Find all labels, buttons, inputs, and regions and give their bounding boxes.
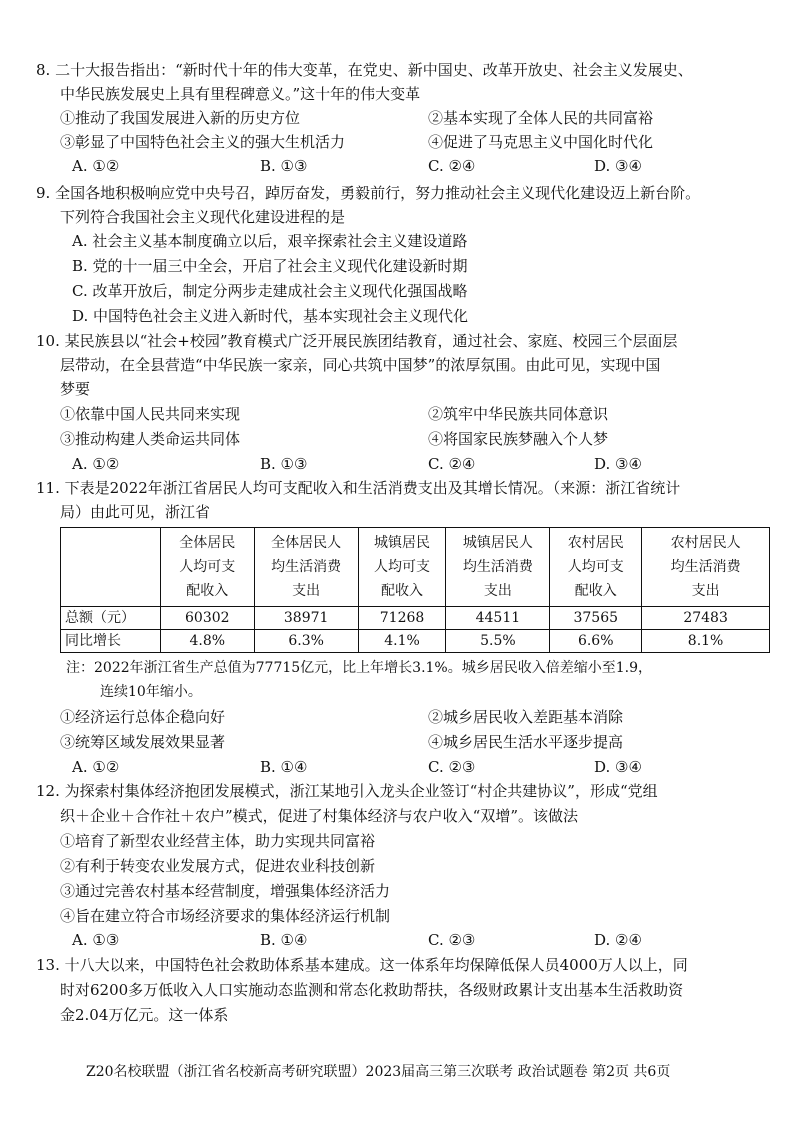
q8-choice-c: C. ②④: [428, 157, 476, 175]
q11-choice-b: B. ①④: [260, 758, 308, 776]
q8-option-2: ②基本实现了全体人民的共同富裕: [428, 109, 654, 127]
header-line: 配收入: [574, 583, 617, 599]
q10-stem-line1: 10. 某民族县以“社会+校园”教育模式广泛开展民族团结教育，通过社会、家庭、校园三个层面层: [36, 332, 678, 350]
header-line: 配收入: [381, 583, 424, 599]
header-line: 人均可支: [179, 559, 236, 575]
table-cell: 6.6%: [550, 630, 642, 653]
q12-choice-a: A. ①③: [72, 931, 120, 949]
q8-option-3: ③彰显了中国特色社会主义的强大生机活力: [60, 133, 346, 151]
q8-option-4: ④促进了马克思主义中国化时代化: [428, 133, 654, 151]
q10-stem-line2: 层带动，在全县营造“中华民族一家亲，同心共筑中国梦”的浓厚氛围。由此可见，实现中国: [60, 356, 661, 374]
table-header-cell: [446, 528, 550, 607]
table-cell: 37565: [550, 607, 642, 630]
q13-stem-line2: 时对6200多万低收入人口实施动态监测和常态化救助帮扶，各级财政累计支出基本生活救助资: [60, 981, 684, 999]
q11-option-3: ③统筹区域发展效果显著: [60, 733, 226, 751]
header-line: 农村居民人: [670, 535, 741, 551]
q11-note-line2: 连续10年缩小。: [100, 684, 202, 700]
q12-option-1: ①培育了新型农业经营主体，助力实现共同富裕: [60, 832, 376, 850]
header-line: 配收入: [186, 583, 229, 599]
table-cell: 60302: [160, 607, 254, 630]
q10-option-4: ④将国家民族梦融入个人梦: [428, 430, 609, 448]
q9-choice-b: B. 党的十一届三中全会，开启了社会主义现代化建设新时期: [72, 257, 468, 275]
q10-option-1: ①依靠中国人民共同来实现: [60, 405, 241, 423]
header-line: 全体居民: [179, 535, 236, 551]
table-cell: 44511: [446, 607, 550, 630]
q12-option-2: ②有利于转变农业发展方式，促进农业科技创新: [60, 857, 376, 875]
q10-choice-c: C. ②④: [428, 455, 476, 473]
header-line: 均生活消费: [271, 559, 342, 575]
table-cell: 38971: [254, 607, 358, 630]
q8-stem-line1: 8. 二十大报告指出：“新时代十年的伟大变革，在党史、新中国史、改革开放史、社会主义发展史、: [36, 61, 693, 79]
header-line: 城镇居民: [374, 535, 431, 551]
table-header-cell: [550, 528, 642, 607]
q10-choice-b: B. ①③: [260, 455, 308, 473]
q11-choice-d: D. ③④: [594, 758, 642, 776]
table-row-growth: [61, 630, 770, 653]
q8-option-1: ①推动了我国发展进入新的历史方位: [60, 109, 301, 127]
q12-stem-line2: 织＋企业＋合作社＋农户”模式，促进了村集体经济与农户收入“双增”。该做法: [60, 807, 579, 825]
header-line: 均生活消费: [670, 559, 741, 575]
header-line: 全体居民人: [271, 535, 342, 551]
q9-choice-a: A. 社会主义基本制度确立以后，艰辛探索社会主义建设道路: [72, 232, 468, 250]
q11-choice-c: C. ②③: [428, 758, 476, 776]
table-header-cell: [160, 528, 254, 607]
table-cell: 6.3%: [254, 630, 358, 653]
q8-choice-a: A. ①②: [72, 157, 120, 175]
table-cell: 4.8%: [160, 630, 254, 653]
q12-choice-d: D. ②④: [594, 931, 642, 949]
row-label: 总额（元）: [61, 607, 161, 630]
q9-choice-d: D. 中国特色社会主义进入新时代，基本实现社会主义现代化: [72, 307, 469, 325]
q8-choice-d: D. ③④: [594, 157, 642, 175]
q10-choice-d: D. ③④: [594, 455, 642, 473]
q11-option-4: ④城乡居民生活水平逐步提高: [428, 733, 624, 751]
table-cell: 27483: [642, 607, 770, 630]
q11-note-line1: 注：2022年浙江省生产总值为77715亿元，比上年增长3.1%。城乡居民收入倍差缩小至1.9，: [66, 660, 652, 676]
table-cell: 71268: [358, 607, 446, 630]
header-line: 支出: [292, 583, 321, 599]
header-line: 均生活消费: [462, 559, 533, 575]
row-label: 同比增长: [61, 630, 161, 653]
q10-option-2: ②筑牢中华民族共同体意识: [428, 405, 609, 423]
table-header-row: [61, 528, 770, 607]
table-cell: 5.5%: [446, 630, 550, 653]
q13-stem-line1: 13. 十八大以来，中国特色社会救助体系基本建成。这一体系年均保障低保人员4000万人以上，同: [36, 956, 688, 974]
table-corner-cell: [61, 528, 161, 607]
q10-option-3: ③推动构建人类命运共同体: [60, 430, 241, 448]
header-line: 农村居民: [567, 535, 624, 551]
header-line: 支出: [691, 583, 720, 599]
q8-stem-line2: 中华民族发展史上具有里程碑意义。”这十年的伟大变革: [60, 85, 421, 103]
q11-option-1: ①经济运行总体企稳向好: [60, 708, 226, 726]
q11-stem-line1: 11. 下表是2022年浙江省居民人均可支配收入和生活消费支出及其增长情况。（来源：浙江省统计: [36, 479, 681, 497]
q9-stem-line1: 9. 全国各地积极响应党中央号召，踔厉奋发，勇毅前行，努力推动社会主义现代化建设迈上新台阶。: [36, 184, 701, 202]
table-row-total: [61, 607, 770, 630]
table-header-cell: [358, 528, 446, 607]
header-line: 支出: [483, 583, 512, 599]
q12-stem-line1: 12. 为探索村集体经济抱团发展模式，浙江某地引入龙头企业签订“村企共建协议”，形成“党组: [36, 782, 658, 800]
table-header-cell: [642, 528, 770, 607]
q9-choice-c: C. 改革开放后，制定分两步走建成社会主义现代化强国战略: [72, 282, 468, 300]
q12-choice-c: C. ②③: [428, 931, 476, 949]
table-cell: 4.1%: [358, 630, 446, 653]
q10-stem-line3: 梦要: [60, 380, 91, 398]
header-line: 人均可支: [567, 559, 624, 575]
q12-option-4: ④旨在建立符合市场经济要求的集体经济运行机制: [60, 907, 391, 925]
q9-stem-line2: 下列符合我国社会主义现代化建设进程的是: [60, 208, 346, 226]
page-footer: Z20名校联盟（浙江省名校新高考研究联盟）2023届高三第三次联考 政治试题卷 第2页 共6页: [86, 1064, 671, 1080]
q10-choice-a: A. ①②: [72, 455, 120, 473]
q11-stem-line2: 局）由此可见，浙江省: [60, 503, 211, 521]
q12-option-3: ③通过完善农村基本经营制度，增强集体经济活力: [60, 882, 391, 900]
q11-choice-a: A. ①②: [72, 758, 120, 776]
income-consumption-table: [60, 527, 770, 653]
q13-stem-line3: 金2.04万亿元。这一体系: [60, 1006, 229, 1024]
header-line: 城镇居民人: [462, 535, 533, 551]
header-line: 人均可支: [374, 559, 431, 575]
q12-choice-b: B. ①④: [260, 931, 308, 949]
table-header-cell: [254, 528, 358, 607]
q8-choice-b: B. ①③: [260, 157, 308, 175]
table-cell: 8.1%: [642, 630, 770, 653]
q11-option-2: ②城乡居民收入差距基本消除: [428, 708, 624, 726]
